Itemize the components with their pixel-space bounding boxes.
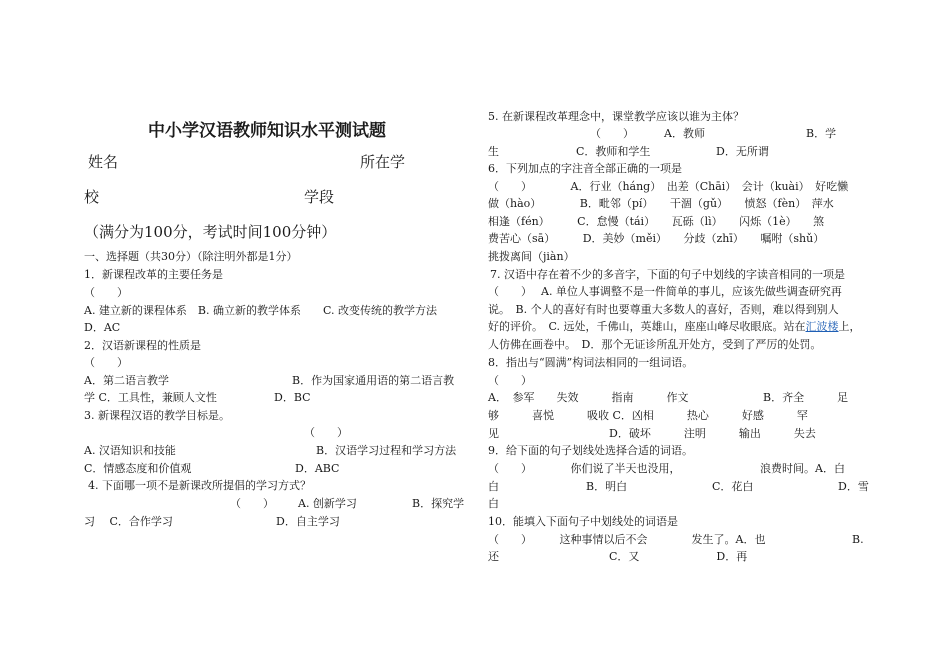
exam-note: （满分为100分，考试时间100分钟） (84, 223, 337, 241)
question-6-line-4: 费苦心（sā） D．美妙（měi） 分歧（zhī） 嘱咐（shǔ） (488, 232, 825, 245)
question-9-option-b: B．明白 (586, 480, 628, 493)
question-1-paren: （ ） (84, 286, 128, 299)
question-9-option-a-cont: 白 (488, 480, 499, 493)
question-8-line-3: 见 D．破坏 注明 输出 失去 (488, 427, 816, 440)
question-2-option-d: D．BC (274, 391, 311, 404)
question-8-line-2: 够 喜悦 吸收 C．凶相 热心 好感 罕 (488, 409, 808, 422)
question-8: 8．指出与“圆满”构词法相同的一组词语。 (488, 356, 694, 369)
question-10-line-2: 还 C．又 D．再 (488, 550, 748, 563)
question-7-line-3 (488, 320, 861, 333)
question-1: 1．新课程改革的主要任务是 (84, 268, 223, 281)
question-7-line-4: 人仿佛在画卷中。 D．那个无证诊所乱开处方，受到了严厉的处罚。 (488, 338, 822, 351)
question-8-option-b: B．齐全 足 (763, 391, 849, 404)
question-9-option-d: D．雪 (838, 480, 869, 493)
question-5-option-b: B．学 (806, 127, 837, 140)
huibo-tower-link[interactable]: 汇波楼 (805, 320, 839, 333)
question-2: 2．汉语新课程的性质是 (84, 339, 201, 352)
question-3: 3. 新课程汉语的教学目标是。 (84, 409, 230, 422)
question-9-line-1: （ ） 你们说了半天也没用， (488, 462, 681, 475)
question-7: 7. 汉语中存在着不少的多音字，下面的句子中划线的字读音相同的一项是 (490, 268, 845, 281)
question-3-option-a: A. 汉语知识和技能 (84, 444, 176, 457)
question-6-line-1: （ ） A．行业（háng） 出差（Chāi） 会计（kuài） 好吃懒 (488, 180, 849, 193)
question-6-line-5: 挑拨离间（jiàn） (488, 250, 575, 263)
question-3-option-b: B．汉语学习过程和学习方法 (316, 444, 457, 457)
question-4: 4. 下面哪一项不是新课改所提倡的学习方式？ (88, 479, 311, 492)
question-2-option-c: 学 C．工具性，兼顾人文性 (84, 391, 217, 404)
question-6: 6．下列加点的字注音全部正确的一项是 (488, 162, 682, 175)
question-9-option-c: C．花白 (712, 480, 754, 493)
stage-label: 学段 (304, 188, 335, 206)
question-9-option-d-cont: 白 (488, 497, 499, 510)
question-7-line-3-text: 好的评价。 C. 远处，千佛山，英雄山，座座山峰尽收眼底。站在 (488, 320, 806, 333)
question-9: 9．给下面的句子划线处选择合适的词语。 (488, 444, 693, 457)
question-4-option-b: B．探究学 (412, 497, 465, 510)
question-10-option-b: B. (852, 533, 864, 546)
question-7-line-3-tail: 上， (838, 320, 861, 333)
question-5-option-a: A．教师 (664, 127, 705, 140)
question-10: 10．能填入下面句子中划线处的词语是 (488, 515, 678, 528)
question-2-paren: （ ） (84, 356, 128, 369)
question-1-options: A. 建立新的课程体系 B. 确立新的教学体系 C. 改变传统的教学方法 (84, 304, 438, 317)
question-2-option-a: A．第二语言教学 (84, 374, 169, 387)
question-4-paren: （ ） (230, 497, 274, 510)
question-5: 5. 在新课程改革理念中，课堂教学应该以谁为主体？ (488, 110, 744, 123)
question-7-line-2: 说。 B. 个人的喜好有时也要尊重大多数人的喜好，否则，难以得到别人 (488, 303, 839, 316)
question-4-option-c: 习 C．合作学习 (84, 515, 173, 528)
question-8-paren: （ ） (488, 374, 532, 387)
question-2-option-b: B．作为国家通用语的第二语言教 (292, 374, 455, 387)
question-10-line-1: （ ） 这种事情以后不会 发生了。A．也 (488, 533, 766, 546)
question-4-option-a: A. 创新学习 (298, 497, 357, 510)
question-9-line-1-tail: 浪费时间。A．白 (760, 462, 845, 475)
question-6-line-2: 做（hào） B．毗邻（pí） 干涸（gǔ） 愤怒（fèn） 萍水 (488, 197, 834, 210)
question-4-option-d: D．自主学习 (276, 515, 340, 528)
question-8-option-a: A． 参军 失效 指南 作文 (488, 391, 689, 404)
school-label: 所在学 (360, 153, 406, 171)
question-3-option-d: D．ABC (295, 462, 340, 475)
question-3-option-c: C．情感态度和价值观 (84, 462, 192, 475)
question-5-option-d: D．无所谓 (716, 145, 769, 158)
question-7-line-1: （ ） A. 单位人事调整不是一件简单的事儿，应该先做些调查研究再 (488, 285, 842, 298)
question-5-option-c: 生 C．教师和学生 (488, 145, 651, 158)
question-3-paren: （ ） (304, 426, 348, 439)
name-label: 姓名 (88, 153, 119, 171)
question-6-line-3: 相逢（fén） C．怠慢（tái） 瓦砾（lì） 闪烁（1è） 煞 (488, 215, 825, 228)
school-label-cont: 校 (84, 188, 100, 206)
question-1-option-d: D．AC (84, 321, 121, 334)
page-title: 中小学汉语教师知识水平测试题 (148, 121, 386, 141)
section-heading: 一、选择题（共30分）（除注明外都是1分） (84, 250, 298, 263)
question-5-paren: （ ） (590, 127, 634, 140)
